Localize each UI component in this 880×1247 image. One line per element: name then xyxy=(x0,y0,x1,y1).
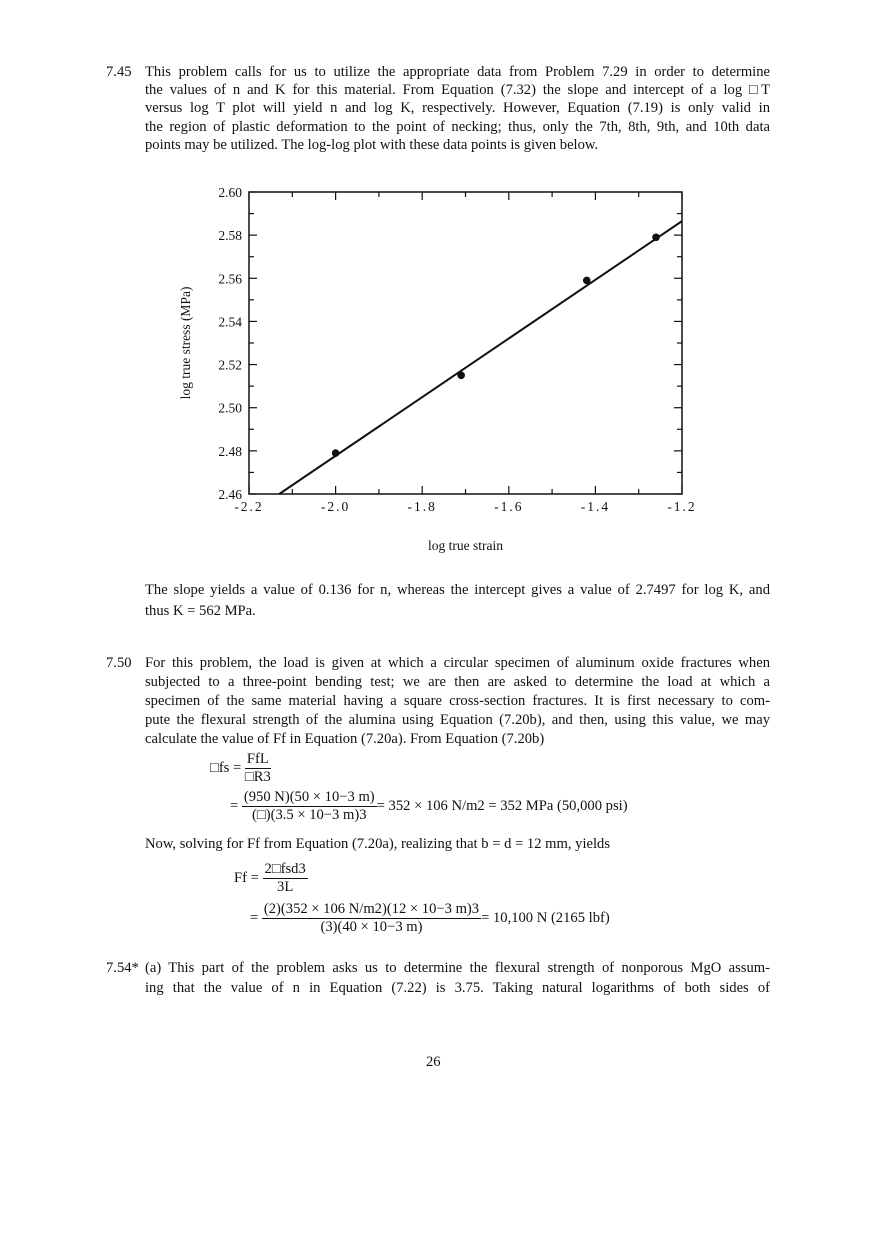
problem-number: 7.50 xyxy=(106,655,132,671)
paragraph-line: the values of n and K for this material. From Equation (7.32) the slope and intercept of a log □T xyxy=(145,82,770,98)
y-tick-label: 2.60 xyxy=(218,185,242,200)
x-tick-label: -2.0 xyxy=(320,499,351,514)
paragraph-line: This problem calls for us to utilize the appropriate data from Problem 7.29 in order to determine xyxy=(145,64,770,80)
x-axis-label: log true strain xyxy=(428,538,503,553)
paragraph-line: subjected to a three-point bending test; we are then are asked to determine the load at which a xyxy=(145,674,770,690)
eq-numerator: 2□fsd3 xyxy=(264,861,306,877)
x-tick-label: -1.8 xyxy=(407,499,437,514)
paragraph-line: ing that the value of n in Equation (7.22) is 3.75. Taking natural logarithms of both sides of xyxy=(145,980,770,996)
y-tick-label: 2.54 xyxy=(218,314,242,330)
eq-denominator: 3L xyxy=(263,878,308,895)
x-tick-label: -2.2 xyxy=(234,499,264,514)
page-number: 26 xyxy=(426,1054,441,1070)
paragraph-line: (a) This part of the problem asks us to determine the flexural strength of nonporous MgO assum- xyxy=(145,960,770,976)
paragraph-line: calculate the value of Ff in Equation (7.20a). From Equation (7.20b) xyxy=(145,731,545,747)
y-tick-label: 2.46 xyxy=(218,487,242,502)
fit-line xyxy=(279,221,682,494)
paragraph-line: For this problem, the load is given at which a circular specimen of aluminum oxide fractures when xyxy=(145,655,770,671)
eq-result: = 352 × 106 N/m2 = 352 MPa (50,000 psi) xyxy=(376,797,628,814)
paragraph-line: the region of plastic deformation to the point of necking; thus, only the 7th, 8th, 9th, and 10th data xyxy=(145,119,770,135)
problem-number: 7.45 xyxy=(106,64,132,80)
eq-denominator: (□)(3.5 × 10−3 m)3 xyxy=(252,807,367,823)
x-tick-label: -1.6 xyxy=(494,499,524,514)
eq-numerator: (950 N)(50 × 10−3 m) xyxy=(243,789,375,805)
y-tick-label: 2.52 xyxy=(218,357,242,373)
eq-numerator: (2)(352 × 106 N/m2)(12 × 10−3 m)3 xyxy=(263,901,480,917)
eq-numerator: FfL xyxy=(246,751,269,767)
equation-flexural-strength-value: = $\frac{(950 N)(50 \times 10-3 m)}{(□)(3.5 \times 10-3 m)3}$ = 352 × 106 N/m2 = 352 MPa (50,000 psi) xyxy=(230,789,628,823)
paragraph-line: Now, solving for Ff from Equation (7.20a), realizing that b = d = 12 mm, yields xyxy=(145,836,611,852)
log-log-chart xyxy=(170,180,710,560)
y-tick-label: 2.56 xyxy=(218,271,242,287)
y-axis-label: log true stress (MPa) xyxy=(178,286,193,400)
equation-fracture-load-value: = $\frac{(2)(352 \times 106 N/m2)(12 \times 10-3 m)3}{(3)(40 \times 10-3 m)}$ = 10,100 N (2165 lbf) xyxy=(250,901,610,935)
eq-lhs: Ff xyxy=(234,869,247,886)
x-tick-label: -1.4 xyxy=(580,499,611,514)
y-tick-label: 2.48 xyxy=(218,443,242,459)
eq-lhs: □fs xyxy=(210,759,230,776)
data-point xyxy=(652,234,660,242)
eq-denominator: (3)(40 × 10−3 m) xyxy=(320,919,423,935)
paragraph-line: specimen of the same material having a square cross-section fractures. It is first necessary to com- xyxy=(145,693,770,709)
y-tick-label: 2.58 xyxy=(218,228,242,244)
paragraph-line: pute the flexural strength of the alumina using Equation (7.20b), and then, using this value, we may xyxy=(145,712,770,728)
plot-frame xyxy=(249,192,682,494)
paragraph-line: points may be utilized. The log-log plot with these data points is given below. xyxy=(145,137,599,153)
equation-flexural-strength: □fs = $\frac{\text{FfL}}{□R3}$ xyxy=(210,751,271,785)
problem-number: 7.54* xyxy=(106,960,139,976)
y-tick-label: 2.50 xyxy=(218,400,242,416)
data-point xyxy=(332,449,340,457)
eq-denominator: □R3 xyxy=(244,769,271,785)
eq-result: = 10,100 N (2165 lbf) xyxy=(481,909,610,926)
data-point xyxy=(583,277,591,285)
x-tick-label: -1.2 xyxy=(667,499,697,514)
paragraph-line: thus K = 562 MPa. xyxy=(145,603,256,619)
equation-fracture-load: Ff = $\frac{\text{2□fsd3}}{3L}$ xyxy=(234,861,306,895)
data-point xyxy=(457,372,465,380)
paragraph-line: The slope yields a value of 0.136 for n, whereas the intercept gives a value of 2.7497 for log K, and xyxy=(145,582,770,598)
paragraph-line: versus log T plot will yield n and log K, respectively. However, Equation (7.19) is only valid in xyxy=(145,100,770,116)
